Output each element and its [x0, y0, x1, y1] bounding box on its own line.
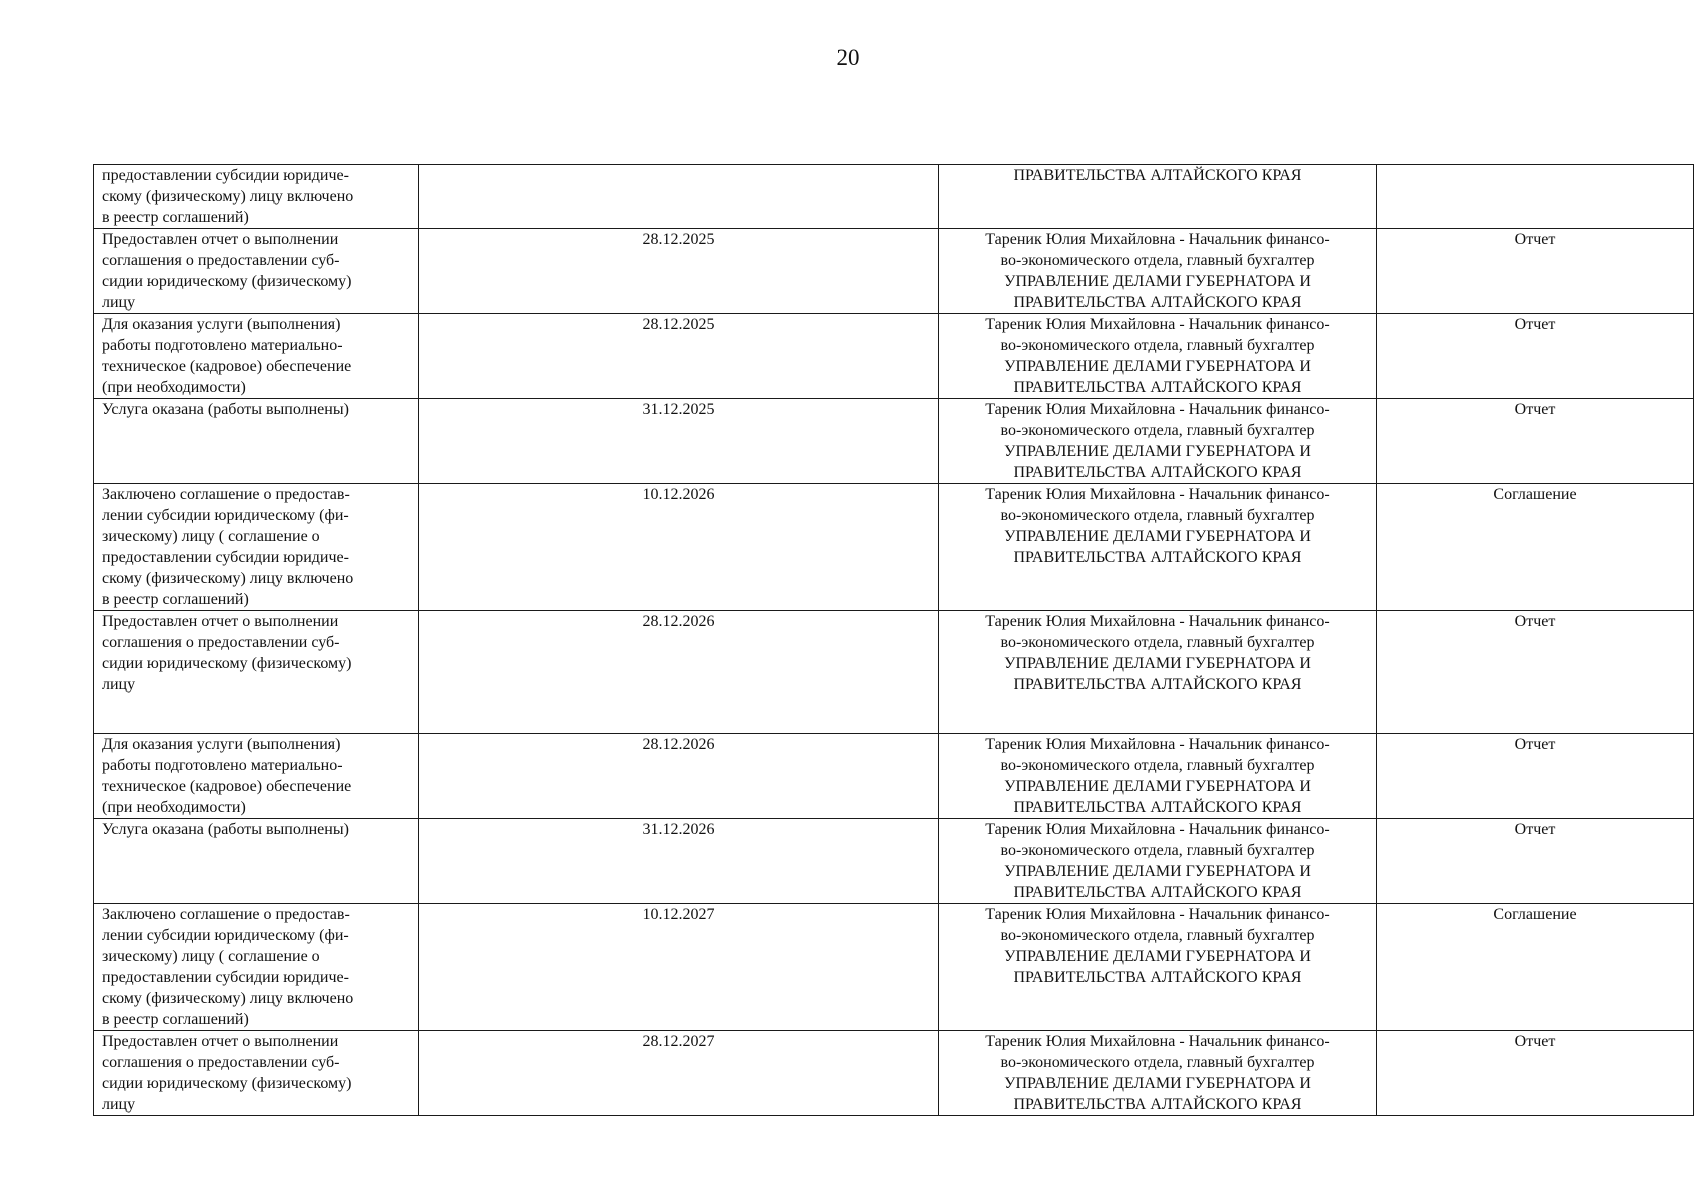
- date-cell: 28.12.2026: [419, 734, 939, 819]
- table-row: [94, 165, 1694, 229]
- document-cell: Соглашение: [1377, 904, 1694, 1031]
- cell-text-line: Предоставлен отчет о выполнении: [102, 1033, 339, 1050]
- cell-text-line: Тареник Юлия Михайловна - Начальник финансо-: [985, 736, 1330, 753]
- cell-text-line: скому (физическому) лицу включено: [102, 188, 354, 205]
- cell-text-line: Заключено соглашение о предостав-: [102, 486, 350, 503]
- cell-text-line: ПРАВИТЕЛЬСТВА АЛТАЙСКОГО КРАЯ: [1013, 464, 1302, 481]
- cell-text-line: сидии юридическому (физическому): [102, 655, 352, 672]
- cell-text-line: во-экономического отдела, главный бухгалтер: [1000, 927, 1315, 944]
- cell-text-line: ПРАВИТЕЛЬСТВА АЛТАЙСКОГО КРАЯ: [1013, 969, 1302, 986]
- cell-text-line: (при необходимости): [102, 379, 246, 396]
- document-cell: Отчет: [1377, 314, 1694, 399]
- cell-text-line: ПРАВИТЕЛЬСТВА АЛТАЙСКОГО КРАЯ: [1013, 1096, 1302, 1113]
- table-row: [94, 399, 1694, 484]
- cell-text-line: Услуга оказана (работы выполнены): [102, 821, 349, 838]
- cell-text-line: в реестр соглашений): [102, 209, 249, 226]
- responsible-cell: [939, 904, 1377, 1031]
- cell-text-line: соглашения о предоставлении суб-: [102, 1054, 340, 1071]
- cell-text-line: лении субсидии юридическому (фи-: [102, 927, 349, 944]
- document-cell: [1377, 165, 1694, 229]
- cell-text-line: во-экономического отдела, главный бухгалтер: [1000, 337, 1315, 354]
- cell-text-line: Тареник Юлия Михайловна - Начальник финансо-: [985, 231, 1330, 248]
- responsible-cell: [939, 314, 1377, 399]
- cell-text-line: техническое (кадровое) обеспечение: [102, 358, 352, 375]
- cell-text-line: ПРАВИТЕЛЬСТВА АЛТАЙСКОГО КРАЯ: [1013, 294, 1302, 311]
- cell-text-line: лении субсидии юридическому (фи-: [102, 507, 349, 524]
- cell-text-line: зическому) лицу ( соглашение о: [102, 948, 320, 965]
- table-row: [94, 314, 1694, 399]
- table-row: [94, 611, 1694, 734]
- cell-text-line: Тареник Юлия Михайловна - Начальник финансо-: [985, 821, 1330, 838]
- date-cell: 28.12.2026: [419, 611, 939, 734]
- cell-text-line: Для оказания услуги (выполнения): [102, 316, 341, 333]
- date-cell: 28.12.2025: [419, 314, 939, 399]
- report-table-body: [94, 165, 1694, 1116]
- cell-text-line: УПРАВЛЕНИЕ ДЕЛАМИ ГУБЕРНАТОРА И: [1004, 1075, 1311, 1092]
- cell-text-line: предоставлении субсидии юридиче-: [102, 549, 349, 566]
- cell-text-line: во-экономического отдела, главный бухгалтер: [1000, 842, 1315, 859]
- cell-text-line: УПРАВЛЕНИЕ ДЕЛАМИ ГУБЕРНАТОРА И: [1004, 948, 1311, 965]
- cell-text-line: лицу: [102, 1096, 136, 1113]
- date-cell: 28.12.2027: [419, 1031, 939, 1116]
- cell-text-line: соглашения о предоставлении суб-: [102, 252, 340, 269]
- table-row: [94, 734, 1694, 819]
- date-cell: 31.12.2026: [419, 819, 939, 904]
- cell-text-line: Тареник Юлия Михайловна - Начальник финансо-: [985, 486, 1330, 503]
- event-cell: [94, 904, 419, 1031]
- responsible-cell: [939, 165, 1377, 229]
- event-cell: [94, 734, 419, 819]
- cell-text-line: Тареник Юлия Михайловна - Начальник финансо-: [985, 613, 1330, 630]
- cell-text-line: УПРАВЛЕНИЕ ДЕЛАМИ ГУБЕРНАТОРА И: [1004, 528, 1311, 545]
- event-cell: [94, 1031, 419, 1116]
- table-row: [94, 904, 1694, 1031]
- date-cell: 31.12.2025: [419, 399, 939, 484]
- document-cell: Отчет: [1377, 611, 1694, 734]
- responsible-cell: [939, 229, 1377, 314]
- event-cell: [94, 399, 419, 484]
- table-row: [94, 819, 1694, 904]
- cell-text-line: во-экономического отдела, главный бухгалтер: [1000, 507, 1315, 524]
- cell-text-line: УПРАВЛЕНИЕ ДЕЛАМИ ГУБЕРНАТОРА И: [1004, 358, 1311, 375]
- table-row: [94, 1031, 1694, 1116]
- cell-text-line: лицу: [102, 676, 136, 693]
- responsible-cell: [939, 399, 1377, 484]
- cell-text-line: УПРАВЛЕНИЕ ДЕЛАМИ ГУБЕРНАТОРА И: [1004, 778, 1311, 795]
- responsible-cell: [939, 1031, 1377, 1116]
- table-row: [94, 484, 1694, 611]
- responsible-cell: [939, 611, 1377, 734]
- document-cell: Отчет: [1377, 229, 1694, 314]
- cell-text-line: предоставлении субсидии юридиче-: [102, 969, 349, 986]
- cell-text-line: во-экономического отдела, главный бухгалтер: [1000, 757, 1315, 774]
- cell-text-line: Предоставлен отчет о выполнении: [102, 231, 339, 248]
- cell-text-line: скому (физическому) лицу включено: [102, 990, 354, 1007]
- event-cell: [94, 819, 419, 904]
- event-cell: [94, 611, 419, 734]
- report-table: [93, 164, 1694, 1116]
- cell-text-line: лицу: [102, 294, 136, 311]
- table-row: [94, 229, 1694, 314]
- cell-text-line: ПРАВИТЕЛЬСТВА АЛТАЙСКОГО КРАЯ: [1013, 676, 1302, 693]
- cell-text-line: во-экономического отдела, главный бухгалтер: [1000, 252, 1315, 269]
- cell-text-line: во-экономического отдела, главный бухгалтер: [1000, 1054, 1315, 1071]
- cell-text-line: ПРАВИТЕЛЬСТВА АЛТАЙСКОГО КРАЯ: [1013, 884, 1302, 901]
- cell-text-line: УПРАВЛЕНИЕ ДЕЛАМИ ГУБЕРНАТОРА И: [1004, 273, 1311, 290]
- cell-text-line: УПРАВЛЕНИЕ ДЕЛАМИ ГУБЕРНАТОРА И: [1004, 655, 1311, 672]
- document-cell: Соглашение: [1377, 484, 1694, 611]
- document-cell: Отчет: [1377, 819, 1694, 904]
- cell-text-line: (при необходимости): [102, 799, 246, 816]
- cell-text-line: сидии юридическому (физическому): [102, 273, 352, 290]
- cell-text-line: сидии юридическому (физическому): [102, 1075, 352, 1092]
- cell-text-line: Заключено соглашение о предостав-: [102, 906, 350, 923]
- cell-text-line: зическому) лицу ( соглашение о: [102, 528, 320, 545]
- cell-text-line: в реестр соглашений): [102, 1011, 249, 1028]
- cell-text-line: ПРАВИТЕЛЬСТВА АЛТАЙСКОГО КРАЯ: [1013, 799, 1302, 816]
- cell-text-line: во-экономического отдела, главный бухгалтер: [1000, 422, 1315, 439]
- cell-text-line: ПРАВИТЕЛЬСТВА АЛТАЙСКОГО КРАЯ: [1013, 379, 1302, 396]
- responsible-cell: [939, 734, 1377, 819]
- responsible-cell: [939, 484, 1377, 611]
- page-number: 20: [836, 45, 860, 70]
- date-cell: 28.12.2025: [419, 229, 939, 314]
- cell-text-line: Тареник Юлия Михайловна - Начальник финансо-: [985, 1033, 1330, 1050]
- cell-text-line: ПРАВИТЕЛЬСТВА АЛТАЙСКОГО КРАЯ: [1013, 549, 1302, 566]
- date-cell: 10.12.2027: [419, 904, 939, 1031]
- cell-text-line: УПРАВЛЕНИЕ ДЕЛАМИ ГУБЕРНАТОРА И: [1004, 863, 1311, 880]
- cell-text-line: Предоставлен отчет о выполнении: [102, 613, 339, 630]
- event-cell: [94, 314, 419, 399]
- cell-text-line: Услуга оказана (работы выполнены): [102, 401, 349, 418]
- cell-text-line: соглашения о предоставлении суб-: [102, 634, 340, 651]
- cell-text-line: работы подготовлено материально-: [102, 757, 343, 774]
- date-cell: [419, 165, 939, 229]
- responsible-cell: [939, 819, 1377, 904]
- cell-text-line: в реестр соглашений): [102, 591, 249, 608]
- document-cell: Отчет: [1377, 1031, 1694, 1116]
- document-cell: Отчет: [1377, 734, 1694, 819]
- cell-text-line: Тареник Юлия Михайловна - Начальник финансо-: [985, 906, 1330, 923]
- event-cell: [94, 484, 419, 611]
- cell-text-line: ПРАВИТЕЛЬСТВА АЛТАЙСКОГО КРАЯ: [1013, 167, 1302, 184]
- cell-text-line: предоставлении субсидии юридиче-: [102, 167, 349, 184]
- date-cell: 10.12.2026: [419, 484, 939, 611]
- document-cell: Отчет: [1377, 399, 1694, 484]
- event-cell: [94, 229, 419, 314]
- cell-text-line: во-экономического отдела, главный бухгалтер: [1000, 634, 1315, 651]
- cell-text-line: Тареник Юлия Михайловна - Начальник финансо-: [985, 401, 1330, 418]
- cell-text-line: Для оказания услуги (выполнения): [102, 736, 341, 753]
- event-cell: [94, 165, 419, 229]
- cell-text-line: УПРАВЛЕНИЕ ДЕЛАМИ ГУБЕРНАТОРА И: [1004, 443, 1311, 460]
- cell-text-line: работы подготовлено материально-: [102, 337, 343, 354]
- cell-text-line: Тареник Юлия Михайловна - Начальник финансо-: [985, 316, 1330, 333]
- cell-text-line: скому (физическому) лицу включено: [102, 570, 354, 587]
- cell-text-line: техническое (кадровое) обеспечение: [102, 778, 352, 795]
